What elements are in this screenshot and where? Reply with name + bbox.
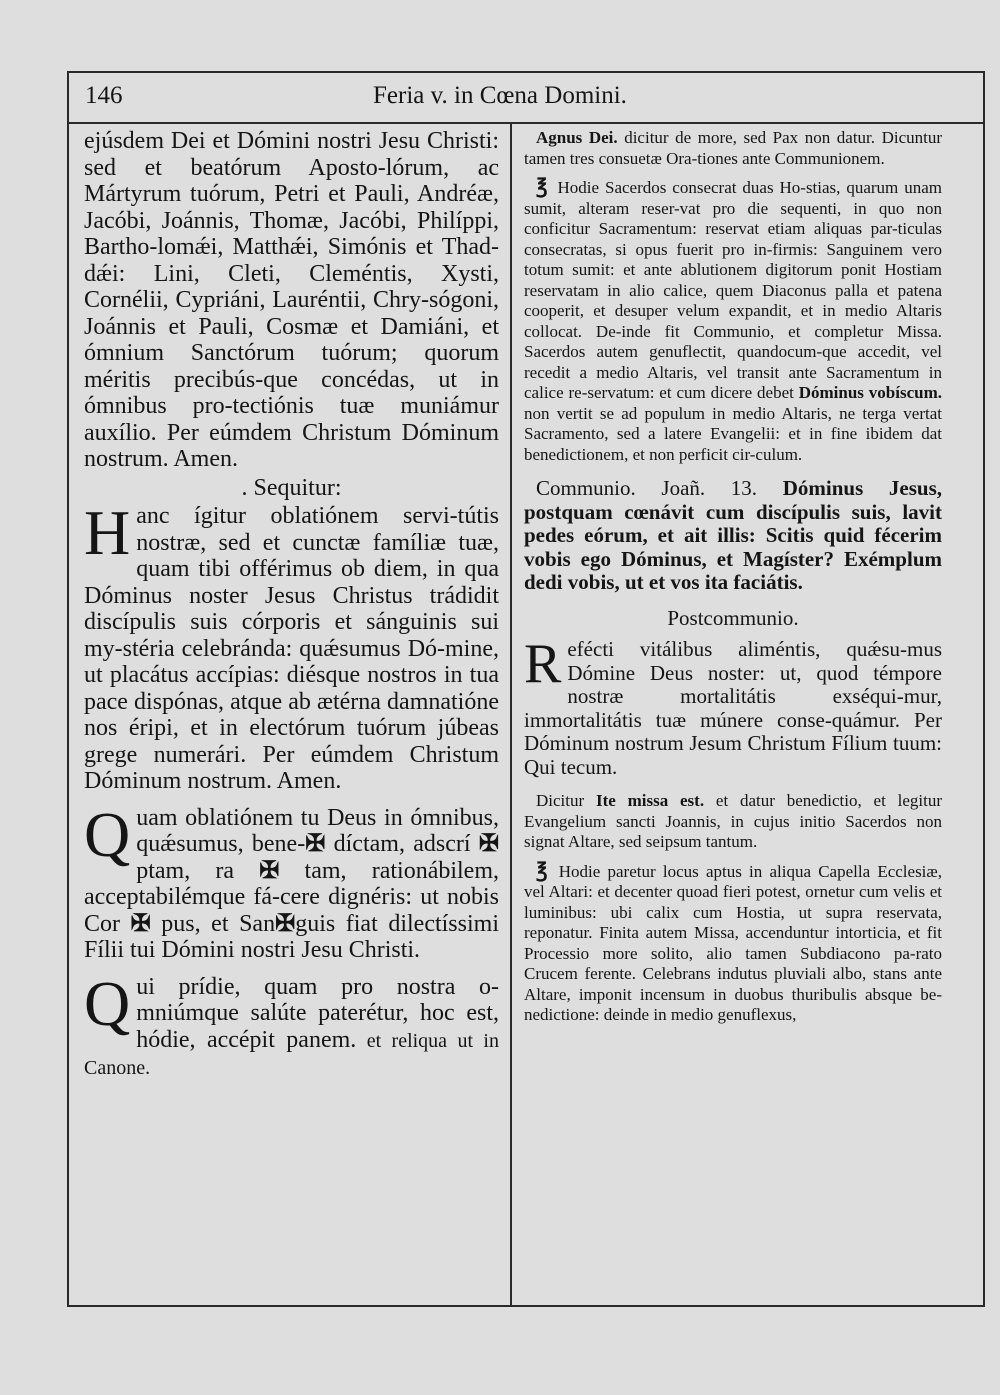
postcommunio-heading: Postcommunio. [667, 605, 799, 630]
cross-icon: ✠ [305, 831, 326, 857]
cross-icon: ✠ [259, 857, 280, 884]
agnus-dei-text: dicitur de more, sed Pax non datur. Dicuntur tamen tres consuetæ Ora-tiones ante Communionem. [524, 128, 942, 168]
ite-missa-b: et datur benedictio, et legitur Evangelium sancti Joannis, in cujus initio Sacerdos non signat Altare, sed seipsum tantum. [524, 791, 943, 851]
hodie-sacerdos-end: non vertit se ad populum in medio Altaris, ne terga vertat Sacramento, sed a latere Evangelii: et in fine ibidem dat benedictionem, et non perficit cir-culum. [524, 403, 942, 464]
cross-icon: ✠ [275, 910, 296, 937]
right-column [524, 128, 942, 1026]
quam-text-a: uam oblatiónem tu Deus in ómnibus, quǽsumus, bene- [136, 804, 499, 857]
left-column [84, 128, 499, 1082]
procession-rubric [524, 861, 942, 1026]
quam-text-c: ptam, ra [136, 857, 260, 884]
hanc-igitur-text: anc ígitur oblatiónem servi-tútis nostræ, sed et cunctæ famíliæ tuæ, quam tibi offérimus ob diem, in qua Dóminus noster Jesus Christus trádidit discípulis suis córporis et sánguinis sui my-stéria celebránda: quǽsumus Dó-mine, ut placátus accípias: diésque nostros in tua pace dispónas, atque ab ætérna damnatióne nos éripi, et in electórum tuórum júbeas grege numerári. Per eúmdem Christum Dóminum nostrum. Amen. [84, 503, 499, 794]
rubric-symbol-icon: ℥ [536, 859, 548, 882]
page-header [85, 82, 970, 116]
drop-cap-r: R [524, 633, 562, 695]
qui-pridie-paragraph [84, 967, 499, 1082]
postcommunio-text: efécti vitálibus aliméntis, quǽsu-mus Dómine Deus noster: ut, quod témpore nostræ mortalitátis exséqui-mur, immortalitátis tuæ múnere conse-quámur. Per Dóminum nostrum Jesum Christum Fílium tuum: Qui tecum. [524, 637, 942, 779]
procession-text: Hodie paretur locus aptus in aliqua Capella Ecclesiæ, vel Altari: et decenter quoad fieri potest, ornetur cum velis et luminibus: ubi calix cum Hostia, ut supra reservata, reponatur. Finita autem Missa, accenduntur intorticia, et fit Processio more solito, alio tamen Subdiacono pa-rato Crucem ferente. Celebrans indutus pluviali albo, stans ante Altare, imponit incensum in duobus thuribulis absque be-nedictione: deinde in medio genuflexus, [524, 861, 942, 1024]
drop-cap-h: H [84, 497, 131, 568]
quam-text-d: tam, rationábilem, acceptabilémque fá-cere dignéris: ut nobis Cor [84, 857, 499, 937]
cross-icon: ✠ [130, 910, 151, 937]
drop-cap-q: Q [84, 798, 131, 870]
agnus-dei-label: Agnus Dei. [536, 128, 618, 147]
quam-oblationem-paragraph [84, 798, 499, 964]
sequitur-heading: . Sequitur: [241, 474, 342, 501]
communio-text: Dóminus Jesus, postquam cœnávit cum discípulis suis, lavit pedes eórum, et ait illis: Scitis quid fécerim vobis ego Dóminus, et Magíster? Exémplum dedi vobis, ut et vos ita faciátis. [524, 476, 942, 594]
hodie-sacerdos-rubric [524, 177, 942, 465]
header-rule [67, 122, 985, 124]
ite-missa-label: Ite missa est. [595, 791, 705, 810]
drop-cap-q2: Q [84, 967, 131, 1039]
commemoration-paragraph: ejúsdem Dei et Dómini nostri Jesu Christi: sed et beatórum Aposto-lórum, ac Mártyrum tuórum, Petri et Pauli, Andréæ, Jacóbi, Joánnis, Thomæ, Jacóbi, Philíppi, Bartho-lomǽi, Matthǽi, Simónis et Thad-dǽi: Lini, Cleti, Cleméntis, Xysti, Cornélii, Cypriáni, Lauréntii, Chry-sógoni, Joánnis et Pauli, Cosmæ et Damiáni, et ómnium Sanctórum tuórum; quorum méritis precibús-que concédas, ut in ómnibus pro-tectiónis tuæ muniámur auxílio. Per eúmdem Christum Dóminum nostrum. Amen. [84, 128, 499, 472]
agnus-dei-rubric [524, 128, 942, 169]
quam-text-b: díctam, adscrí [325, 831, 479, 857]
ite-missa-a: Dicitur [536, 791, 596, 810]
cross-icon: ✠ [478, 831, 499, 857]
rubric-symbol-icon: ℥ [536, 176, 548, 198]
hodie-sacerdos-text: Hodie Sacerdos consecrat duas Ho-stias, quarum unam sumit, alteram reser-vat pro die sequenti, in quo non conficitur Sacramentum: reservat etiam aliquas par-ticulas consecratas, si opus fuerit pro in-firmis: Sanguinem vero totum sumit: et ante ablutionem digitorum ponit Hostiam reservatam in alio calice, quem Diaconus palla et patena cooperit, et desuper velum expandit, et in medio Altaris collocat. De-inde fit Communio, et completur Missa. Sacerdos autem genuflectit, quandocum-que accedit, vel recedit a medio Altaris, vel transit ante Sacramentum in calice re-servatum: et cum dicere debet [524, 178, 942, 402]
quam-text-e: pus, et San [150, 910, 276, 937]
dominus-vobiscum: Dóminus vobíscum. [798, 383, 943, 402]
communio-paragraph [524, 477, 942, 595]
hanc-igitur-paragraph [84, 497, 499, 795]
qui-pridie-rubric: et reliqua ut in Canone. [84, 1029, 499, 1079]
running-title: Feria v. in Cœna Domini. [373, 82, 627, 109]
ite-missa-rubric [524, 791, 942, 853]
postcommunio-paragraph [524, 633, 942, 779]
communio-label: Communio. Joañ. 13. [536, 476, 758, 500]
qui-pridie-text: ui prídie, quam pro nostra o-mniúmque salúte paterétur, hoc est, hódie, accépit panem. [136, 973, 499, 1053]
quam-text-f: guis fiat dilectíssimi Fílii tui Dómini nostri Jesu Christi. [84, 910, 499, 963]
column-rule [510, 122, 512, 1307]
page-number: 146 [85, 82, 123, 109]
